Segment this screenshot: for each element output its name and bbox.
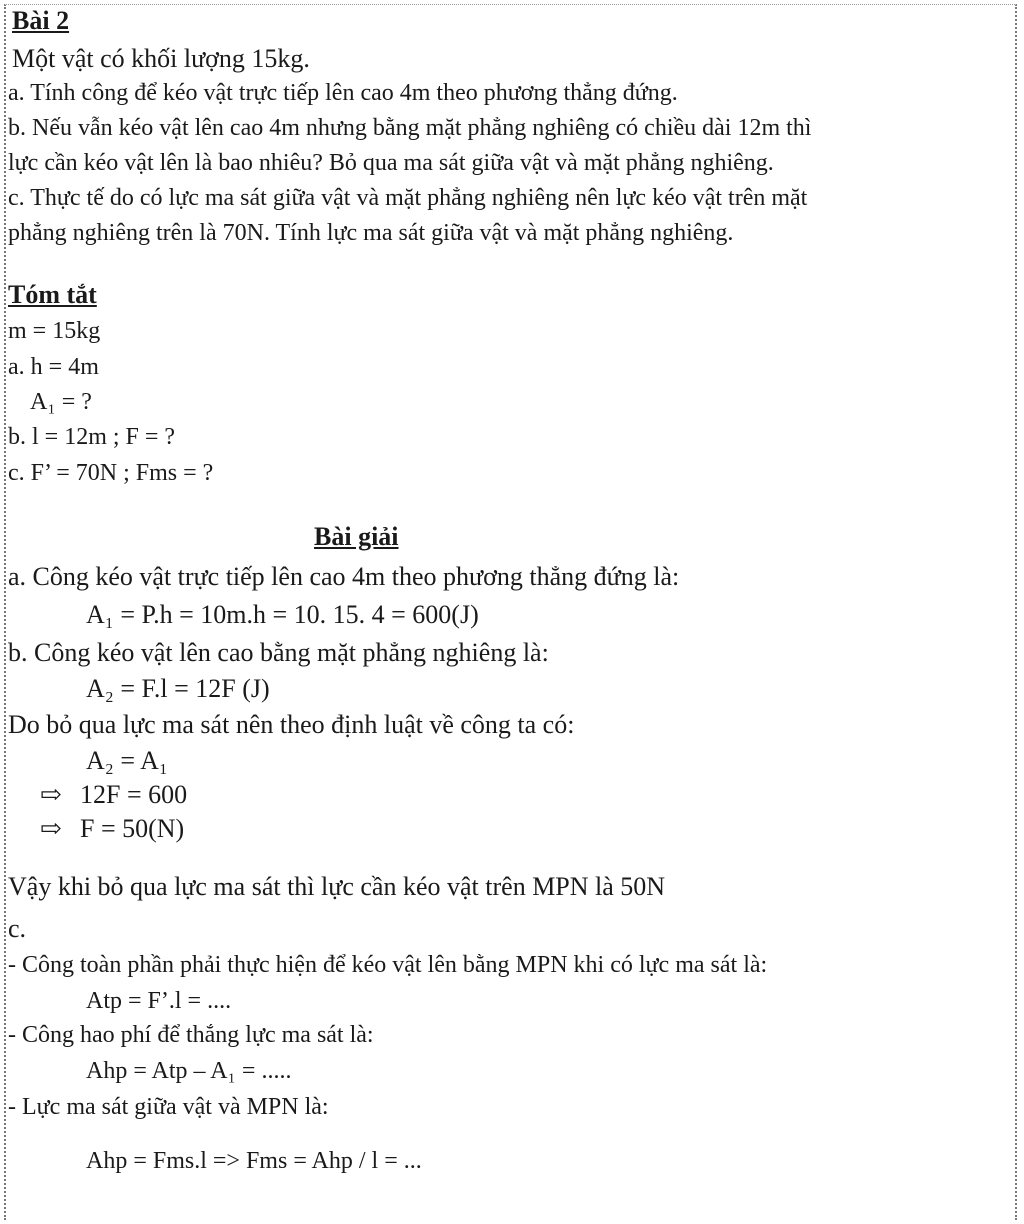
problem-line: Một vật có khối lượng 15kg. <box>12 44 310 73</box>
problem-line: phẳng nghiêng trên là 70N. Tính lực ma sát giữa vật và mặt phẳng nghiêng. <box>8 220 734 246</box>
solution-line: Do bỏ qua lực ma sát nên theo định luật về công ta có: <box>8 710 575 739</box>
solution-equation: 12F = 600 <box>80 780 188 809</box>
solution-conclusion: Vậy khi bỏ qua lực ma sát thì lực cần kéo vật trên MPN là 50N <box>8 872 666 901</box>
solution-equation: A₂ = F.l = 12F (J) <box>86 674 270 703</box>
problem-line: b. Nếu vẫn kéo vật lên cao 4m nhưng bằng mặt phẳng nghiêng có chiều dài 12m thì <box>8 115 812 141</box>
solution-line: - Công toàn phần phải thực hiện để kéo vật lên bằng MPN khi có lực ma sát là: <box>8 952 768 978</box>
implies-arrow-icon: ⇨ <box>40 814 62 843</box>
problem-line: lực cần kéo vật lên là bao nhiêu? Bỏ qua ma sát giữa vật và mặt phẳng nghiêng. <box>8 150 774 176</box>
solution-line: b. Công kéo vật lên cao bằng mặt phẳng nghiêng là: <box>8 638 549 667</box>
summary-line: c. F’ = 70N ; Fms = ? <box>8 460 214 486</box>
summary-line: A₁ = ? <box>30 389 92 415</box>
problem-title: Bài 2 <box>12 6 70 35</box>
solution-line: a. Công kéo vật trực tiếp lên cao 4m theo phương thẳng đứng là: <box>8 562 680 591</box>
summary-title: Tóm tắt <box>8 280 97 309</box>
summary-line: b. l = 12m ; F = ? <box>8 424 176 450</box>
solution-equation: F = 50(N) <box>80 814 185 843</box>
solution-line: - Công hao phí để thắng lực ma sát là: <box>8 1022 374 1048</box>
solution-equation: Ahp = Atp – A₁ = ..... <box>86 1058 292 1084</box>
problem-line: a. Tính công để kéo vật trực tiếp lên cao 4m theo phương thẳng đứng. <box>8 80 678 106</box>
problem-line: c. Thực tế do có lực ma sát giữa vật và mặt phẳng nghiêng nên lực kéo vật trên mặt <box>8 185 808 211</box>
summary-line: a. h = 4m <box>8 354 99 380</box>
solution-equation: Ahp = Fms.l => Fms = Ahp / l = ... <box>86 1148 422 1174</box>
solution-step <box>40 814 184 844</box>
solution-equation: A₁ = P.h = 10m.h = 10. 15. 4 = 600(J) <box>86 600 479 629</box>
summary-line: m = 15kg <box>8 318 101 344</box>
solution-title: Bài giải <box>314 522 399 551</box>
solution-line: - Lực ma sát giữa vật và MPN là: <box>8 1094 329 1120</box>
solution-line: c. <box>8 914 27 943</box>
solution-equation: A₂ = A₁ <box>86 746 168 775</box>
solution-equation: Atp = F’.l = .... <box>86 988 232 1014</box>
solution-step <box>40 780 187 810</box>
implies-arrow-icon: ⇨ <box>40 780 62 809</box>
